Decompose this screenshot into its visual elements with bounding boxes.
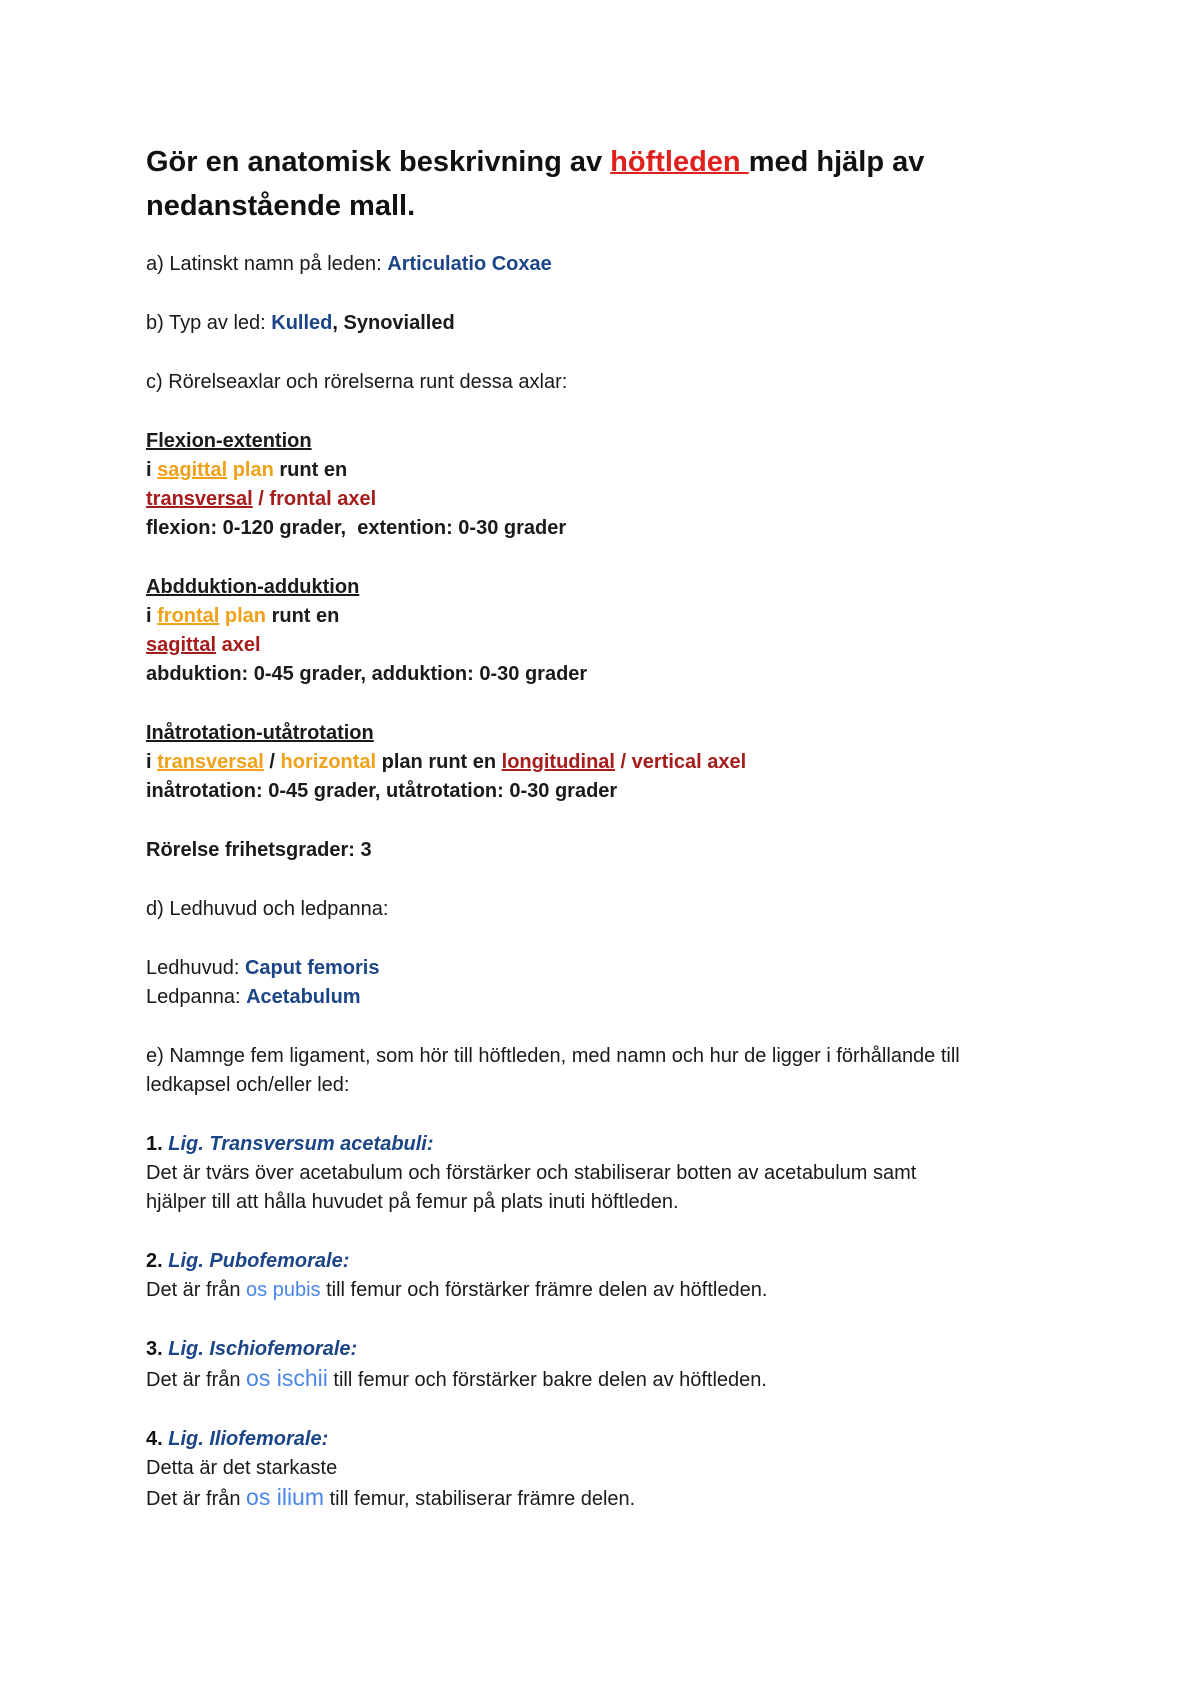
- ligament-2-number: 2.: [146, 1250, 169, 1272]
- flexion-i: i: [146, 459, 158, 481]
- ligament-3-name: Lig. Ischiofemorale:: [168, 1338, 358, 1360]
- ligament-3-desc-post: till femur och förstärker bakre delen av höftleden.: [327, 1369, 767, 1391]
- ligament-2-desc-post: till femur och förstärker främre delen av höftleden.: [320, 1279, 768, 1301]
- abduktion-axis: sagittal: [146, 634, 217, 656]
- ledpanna-line: [146, 983, 1086, 1012]
- flexion-axis-line: [146, 485, 1086, 514]
- rotation-range: inåtrotation: 0-45 grader, utåtrotation: 0-30 grader: [146, 780, 618, 802]
- rotation-mid: plan runt en: [376, 751, 502, 773]
- rotation-axis: longitudinal: [501, 751, 615, 773]
- ledpanna-value: Acetabulum: [246, 986, 361, 1008]
- ligament-1-name: Lig. Transversum acetabuli:: [168, 1133, 434, 1155]
- question-b: [146, 309, 1086, 338]
- question-b-separator: ,: [332, 312, 344, 334]
- rotation-plane: transversal: [157, 751, 264, 773]
- flexion-runt-en: runt en: [273, 459, 348, 481]
- question-c: c) Rörelseaxlar och rörelserna runt dessa axlar:: [146, 371, 568, 393]
- abduktion-axis-rest: axel: [216, 634, 261, 656]
- rotation-axis-rest: / vertical axel: [614, 751, 747, 773]
- ligament-3-title: [146, 1335, 1086, 1364]
- question-a-label: a) Latinskt namn på leden:: [146, 253, 388, 275]
- ligament-4-bone: os ilium: [246, 1484, 325, 1510]
- ligament-3-bone: os ischii: [246, 1365, 328, 1391]
- rotation-plane-2: horizontal: [280, 751, 377, 773]
- flexion-plane-line: [146, 456, 1086, 485]
- ligament-4-desc-post: till femur, stabiliserar främre delen.: [324, 1488, 636, 1510]
- degrees-of-freedom: Rörelse frihetsgrader: 3: [146, 839, 372, 861]
- abduktion-plane-line: [146, 602, 1086, 631]
- flexion-range: flexion: 0-120 grader, extention: 0-30 grader: [146, 517, 567, 539]
- ledhuvud-label: Ledhuvud:: [146, 957, 245, 979]
- flexion-plane: sagittal: [157, 459, 228, 481]
- question-e-line-2: ledkapsel och/eller led:: [146, 1074, 350, 1096]
- ligament-2-bone: os pubis: [246, 1279, 321, 1301]
- abduktion-runt-en: runt en: [266, 605, 340, 627]
- flexion-heading: Flexion-extention: [146, 430, 312, 452]
- rotation-heading: Inåtrotation-utåtrotation: [146, 722, 374, 744]
- question-b-answer-1: Kulled: [271, 312, 333, 334]
- ligament-1-desc-1: Det är tvärs över acetabulum och förstärker och stabiliserar botten av acetabulum samt: [146, 1162, 917, 1184]
- flexion-plane-word: plan: [227, 459, 274, 481]
- ligament-4-desc-pre: Det är från: [146, 1488, 247, 1510]
- rotation-plane-line: [146, 748, 1086, 777]
- rotation-i: i: [146, 751, 158, 773]
- ligament-2-name: Lig. Pubofemorale:: [168, 1250, 350, 1272]
- ligament-4-number: 4.: [146, 1428, 169, 1450]
- abduktion-plane-word: plan: [219, 605, 267, 627]
- ligament-1-title: [146, 1130, 1086, 1159]
- ligament-2-title: [146, 1247, 1086, 1276]
- abduktion-heading: Abdduktion-adduktion: [146, 576, 360, 598]
- title-highlight: höftleden: [610, 146, 749, 178]
- ligament-2-desc-pre: Det är från: [146, 1279, 247, 1301]
- ligament-3-number: 3.: [146, 1338, 169, 1360]
- question-b-answer-2: Synovialled: [343, 312, 455, 334]
- ligament-3-desc-pre: Det är från: [146, 1369, 247, 1391]
- question-b-label: b) Typ av led:: [146, 312, 272, 334]
- ledhuvud-line: [146, 954, 1086, 983]
- question-a-answer: Articulatio Coxae: [387, 253, 552, 275]
- question-a: [146, 250, 1086, 279]
- rotation-sep: /: [263, 751, 281, 773]
- abduktion-plane: frontal: [157, 605, 220, 627]
- ligament-3-desc: [146, 1364, 1086, 1395]
- page-title: [146, 140, 1086, 228]
- ledhuvud-value: Caput femoris: [244, 957, 380, 979]
- ligament-1-number: 1.: [146, 1133, 169, 1155]
- abduktion-axis-line: [146, 631, 1086, 660]
- ligament-4-title: [146, 1425, 1086, 1454]
- ligament-4-desc-2: [146, 1483, 1086, 1514]
- ledpanna-label: Ledpanna:: [146, 986, 247, 1008]
- abduktion-range: abduktion: 0-45 grader, adduktion: 0-30 grader: [146, 663, 588, 685]
- question-e-line-1: e) Namnge fem ligament, som hör till höftleden, med namn och hur de ligger i förhållande till: [146, 1045, 960, 1067]
- ligament-4-name: Lig. Iliofemorale:: [168, 1428, 329, 1450]
- abduktion-i: i: [146, 605, 158, 627]
- flexion-axis-rest: / frontal axel: [252, 488, 377, 510]
- title-pre: Gör en anatomisk beskrivning av: [146, 146, 611, 178]
- flexion-axis: transversal: [146, 488, 253, 510]
- title-post: med hjälp av nedanstående mall.: [146, 146, 925, 222]
- question-d: d) Ledhuvud och ledpanna:: [146, 898, 389, 920]
- document-page: [146, 140, 1086, 1514]
- ligament-1-desc-2: hjälper till att hålla huvudet på femur på plats inuti höftleden.: [146, 1191, 679, 1213]
- ligament-2-desc: [146, 1276, 1086, 1305]
- ligament-4-desc-1: Detta är det starkaste: [146, 1457, 338, 1479]
